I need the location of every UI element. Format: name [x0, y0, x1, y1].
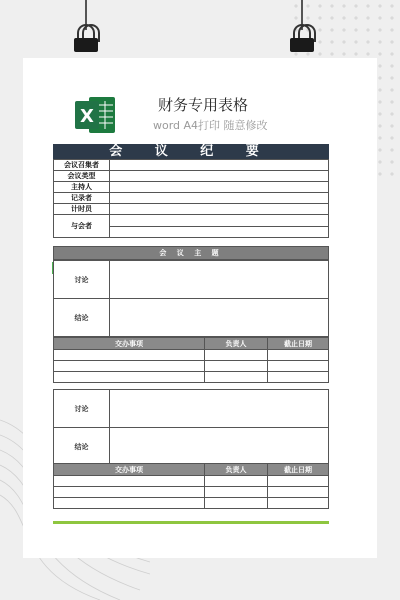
deadline-col-header: 截止日期 [268, 464, 329, 476]
info-label: 与会者 [54, 215, 110, 238]
owner-col-header: 负责人 [205, 464, 268, 476]
info-label: 会议类型 [54, 171, 110, 182]
task-table-2 [53, 463, 329, 509]
discussion-block-2 [53, 389, 329, 466]
info-label: 主持人 [54, 182, 110, 193]
topic-table [53, 246, 329, 260]
table-row [54, 498, 329, 509]
table-row [54, 160, 329, 171]
info-value[interactable] [110, 182, 329, 193]
info-value[interactable] [110, 215, 329, 227]
info-value[interactable] [110, 160, 329, 171]
table-row [54, 204, 329, 215]
page-subtitle: word A4打印 随意修改 [153, 119, 268, 132]
task-col-header: 交办事项 [54, 338, 205, 350]
task-table-1 [53, 337, 329, 383]
info-value[interactable] [110, 226, 329, 238]
info-table [53, 159, 329, 238]
page-title: 财务专用表格 [158, 96, 249, 114]
discuss-label: 讨论 [54, 261, 110, 299]
info-label: 会议召集者 [54, 160, 110, 171]
task-col-header: 交办事项 [54, 464, 205, 476]
table-row [54, 182, 329, 193]
table-row [54, 215, 329, 227]
form-banner: 会 议 纪 要 [53, 144, 329, 159]
discuss-field[interactable] [110, 261, 329, 299]
section-title: 会 议 主 题 [54, 247, 329, 260]
meeting-minutes-form [53, 144, 329, 524]
deadline-col-header: 截止日期 [268, 338, 329, 350]
discuss-field[interactable] [110, 390, 329, 428]
discuss-label: 讨论 [54, 390, 110, 428]
conclude-field[interactable] [110, 428, 329, 466]
table-row [54, 171, 329, 182]
discussion-block-1 [53, 260, 329, 337]
conclude-label: 结论 [54, 299, 110, 337]
table-row [54, 372, 329, 383]
info-label: 计时员 [54, 204, 110, 215]
info-label: 记录者 [54, 193, 110, 204]
binder-clip-right [290, 0, 314, 62]
conclude-label: 结论 [54, 428, 110, 466]
svg-text:X: X [80, 106, 94, 127]
info-value[interactable] [110, 193, 329, 204]
table-row [54, 193, 329, 204]
form-bottom-accent [53, 521, 329, 524]
binder-clip-left [74, 0, 98, 62]
table-row [54, 487, 329, 498]
info-value[interactable] [110, 171, 329, 182]
info-value[interactable] [110, 204, 329, 215]
table-row [54, 361, 329, 372]
table-row [54, 350, 329, 361]
table-row [54, 476, 329, 487]
excel-logo-icon [73, 95, 117, 135]
conclude-field[interactable] [110, 299, 329, 337]
owner-col-header: 负责人 [205, 338, 268, 350]
